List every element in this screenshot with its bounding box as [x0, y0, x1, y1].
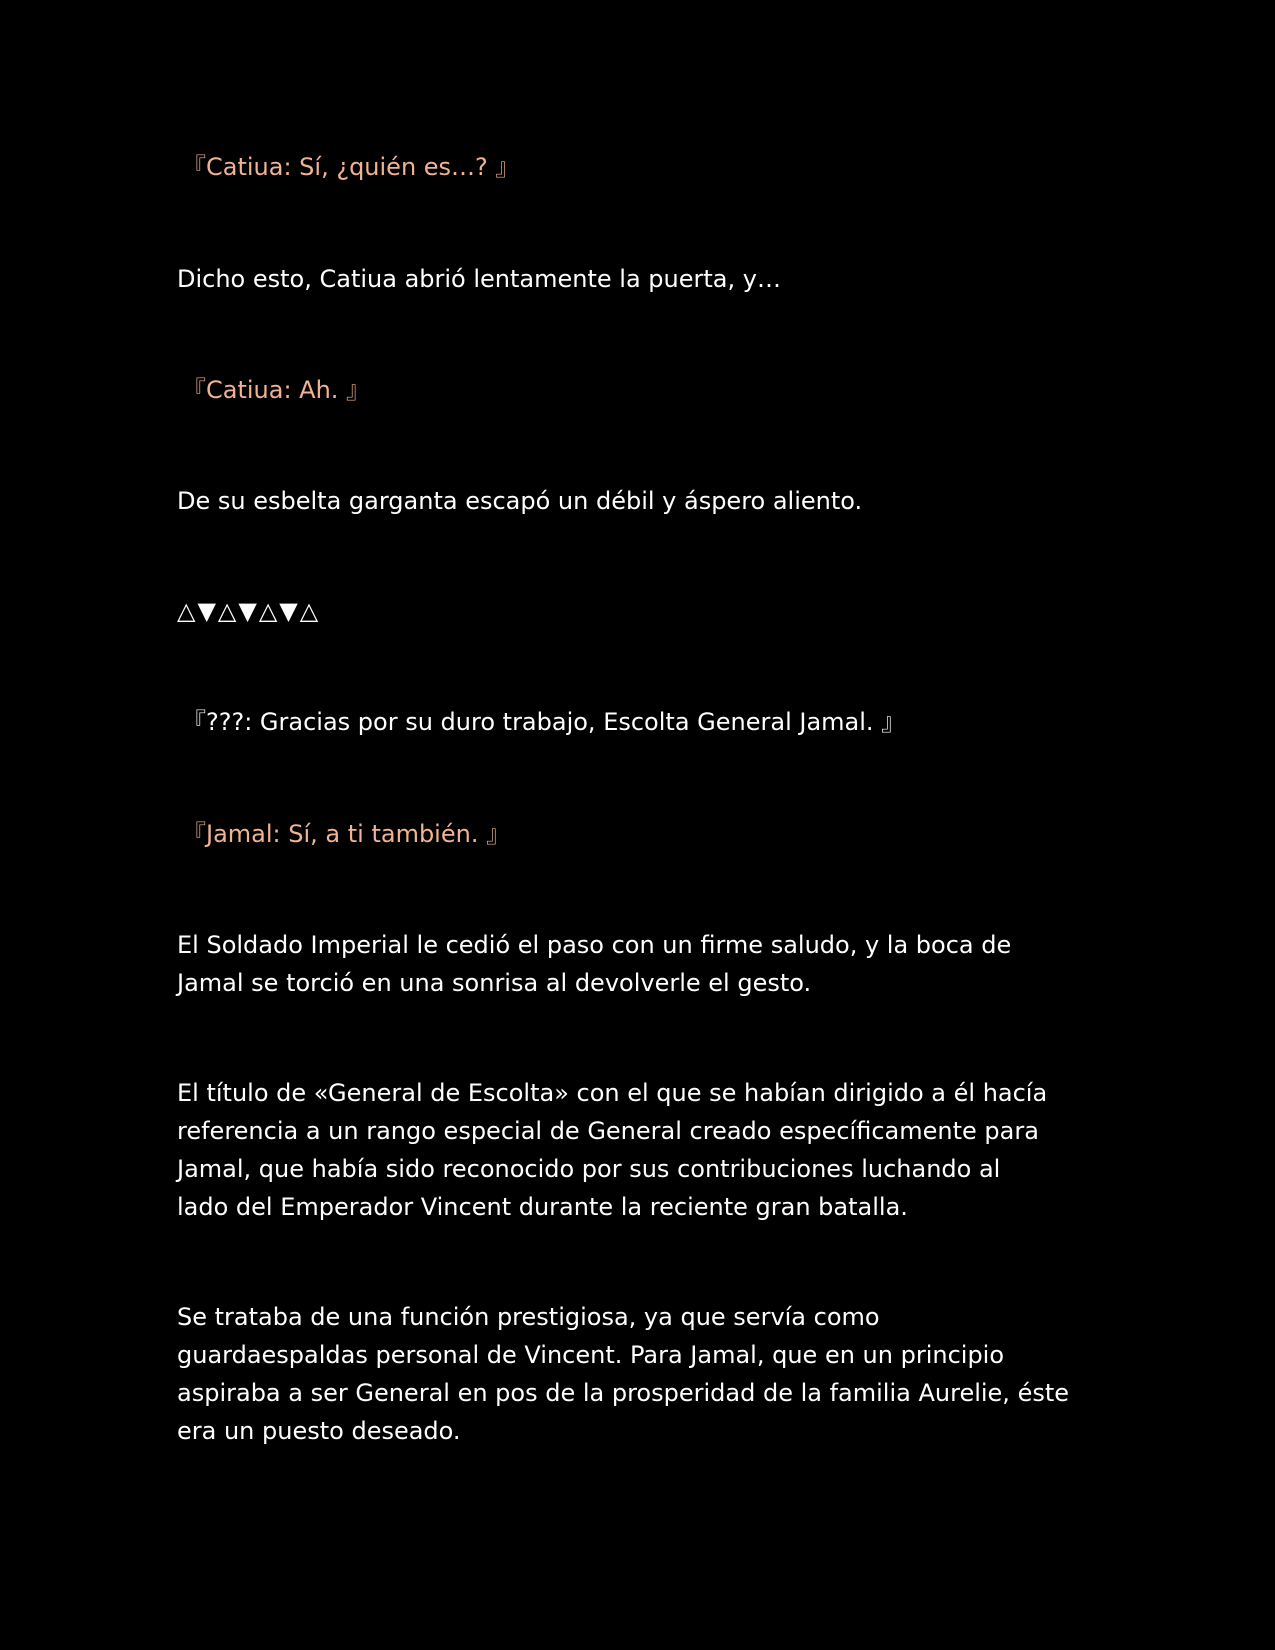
text-line: Se trataba de una función prestigiosa, ya que servía como: [177, 1303, 880, 1331]
text-line: guardaespaldas personal de Vincent. Para Jamal, que en un principio: [177, 1341, 1005, 1369]
dialogue-catiua-ah: 『Catiua: Ah. 』: [182, 376, 371, 404]
narration-paragraph: [177, 1074, 1107, 1226]
dialogue-unknown-speaker: 『???: Gracias por su duro trabajo, Escolta General Jamal. 』: [182, 708, 906, 736]
text-line: era un puesto deseado.: [177, 1417, 461, 1445]
narration-paragraph: [177, 1298, 1107, 1450]
scene-divider: △▼△▼△▼△: [177, 597, 321, 625]
text-line: aspiraba a ser General en pos de la prosperidad de la familia Aurelie, éste: [177, 1379, 1070, 1407]
text-line: lado del Emperador Vincent durante la reciente gran batalla.: [177, 1193, 908, 1221]
narration-paragraph: [177, 260, 1107, 298]
narration-paragraph: [177, 482, 1107, 520]
text-line: Jamal se torció en una sonrisa al devolverle el gesto.: [177, 969, 812, 997]
dialogue-catiua-who: 『Catiua: Sí, ¿quién es…? 』: [182, 153, 520, 181]
text-line: referencia a un rango especial de General creado específicamente para: [177, 1117, 1039, 1145]
text-line: De su esbelta garganta escapó un débil y áspero aliento.: [177, 487, 863, 515]
text-line: El Soldado Imperial le cedió el paso con un firme saludo, y la boca de: [177, 931, 1012, 959]
narration-paragraph: [177, 926, 1107, 1002]
text-line: Jamal, que había sido reconocido por sus contribuciones luchando al: [177, 1155, 1001, 1183]
dialogue-jamal: 『Jamal: Sí, a ti también. 』: [182, 820, 511, 848]
text-line: El título de «General de Escolta» con el que se habían dirigido a él hacía: [177, 1079, 1048, 1107]
text-line: Dicho esto, Catiua abrió lentamente la puerta, y…: [177, 265, 781, 293]
document-page: [177, 0, 1107, 1650]
